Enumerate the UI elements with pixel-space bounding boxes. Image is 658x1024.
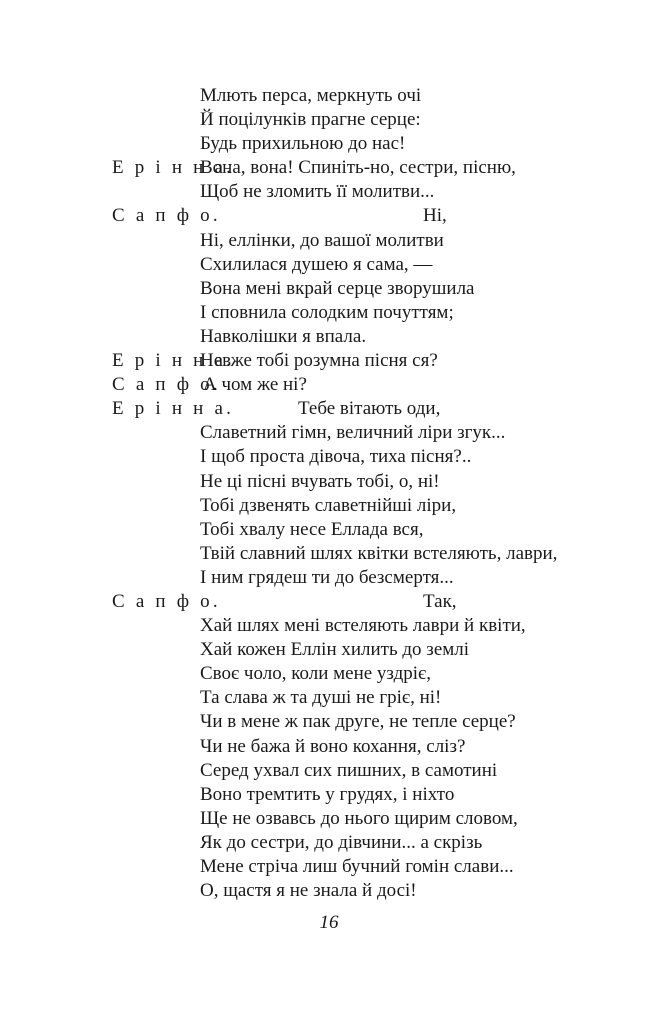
verse-text: Воно тремтить у грудях, і ніхто [200,783,455,805]
verse-text: Чи в мене ж пак друге, не тепле серце? [200,711,516,733]
verse-line [0,253,658,277]
verse-line [0,783,658,807]
verse-text: Невже тобі розумна пісня ся? [200,350,438,372]
verse-line [0,759,658,783]
verse-text: Схилилася душею я сама, — [200,253,433,275]
verse-line [0,325,658,349]
verse-line [0,710,658,734]
verse-text: Навколішки я впала. [200,325,367,347]
verse-text: Не ці пісні вчувать тобі, о, ні! [200,470,440,492]
verse-text: Та слава ж та душі не гріє, ні! [200,687,442,709]
verse-text: Мене стріча лиш бучний гомін слави... [200,856,514,877]
verse-text: Ні, еллінки, до вашої молитви [200,229,444,251]
verse-line [0,518,658,542]
verse-line [0,470,658,494]
verse-text: Як до сестри, до дівчини... а скрізь [200,831,483,853]
speaker-name: Е р і н н а. [112,398,235,420]
verse-text: Хай шлях мені встеляють лаври й квіти, [200,615,526,637]
verse-text: І щоб проста дівоча, тиха пісня?.. [200,446,472,468]
verse-text: І сповнила солодким почуттям; [200,301,454,323]
verse-text: Твій славний шлях квітки встеляють, лаври, [200,542,558,564]
verse-text: А чом же ні? [203,374,307,396]
verse-line [0,204,658,228]
verse-text: Чи не бажа й воно кохання, сліз? [200,735,466,757]
verse-line [0,180,658,204]
verse-text: Щоб не зломить її молитви... [200,181,435,203]
verse-line [0,156,658,180]
verse-text: Серед ухвал сих пишних, в самотині [200,759,498,781]
page-number: 16 [319,912,339,933]
verse-line [0,542,658,566]
verse-text: Хай кожен Еллін хилить до землі [200,639,470,661]
verse-line [0,445,658,469]
verse-line [0,855,658,879]
verse-line [0,590,658,614]
verse-line [0,349,658,373]
verse-line [0,84,658,108]
verse-line [0,831,658,855]
verse-line [0,397,658,421]
verse-line [0,686,658,710]
verse-line [0,807,658,831]
verse-text: І ним грядеш ти до безсмертя... [200,566,454,588]
verse-text: О, щастя я не знала й досі! [200,880,417,902]
poem-text [0,84,658,903]
verse-text: Тобі дзвенять славетнійші ліри, [200,494,457,516]
speaker-name: Е р і н н а. [112,157,235,179]
verse-text: Й поцілунків прагне серце: [200,109,421,131]
verse-line [0,108,658,132]
verse-text: Вона мені вкрай серце зворушила [200,277,475,299]
verse-text: Своє чоло, коли мене уздріє, [200,663,431,685]
verse-line [0,494,658,518]
speaker-name: С а п ф о. [112,590,221,612]
speaker-name: Е р і н н а. [112,350,235,372]
verse-line [0,229,658,253]
verse-line [0,614,658,638]
verse-line [0,879,658,903]
verse-text: Ні, [423,205,447,227]
verse-line [0,662,658,686]
verse-text: Тобі хвалу несе Еллада вся, [200,518,424,540]
verse-line [0,301,658,325]
verse-text: Так, [423,590,457,612]
verse-line [0,421,658,445]
speaker-name: С а п ф о. [112,374,221,396]
verse-line [0,638,658,662]
speaker-name: С а п ф о. [112,205,221,227]
verse-line [0,277,658,301]
verse-text: Млють перса, меркнуть очі [200,85,422,106]
verse-line [0,735,658,759]
verse-text: Будь прихильною до нас! [200,133,406,155]
verse-text: Тебе вітають оди, [298,398,441,420]
verse-line [0,566,658,590]
verse-text: Ще не озвавсь до нього щирим словом, [200,807,518,829]
verse-line [0,132,658,156]
verse-text: Вона, вона! Спиніть-но, сестри, пісню, [200,157,516,179]
verse-text: Славетний гімн, величний ліри згук... [200,422,506,444]
verse-line [0,373,658,397]
